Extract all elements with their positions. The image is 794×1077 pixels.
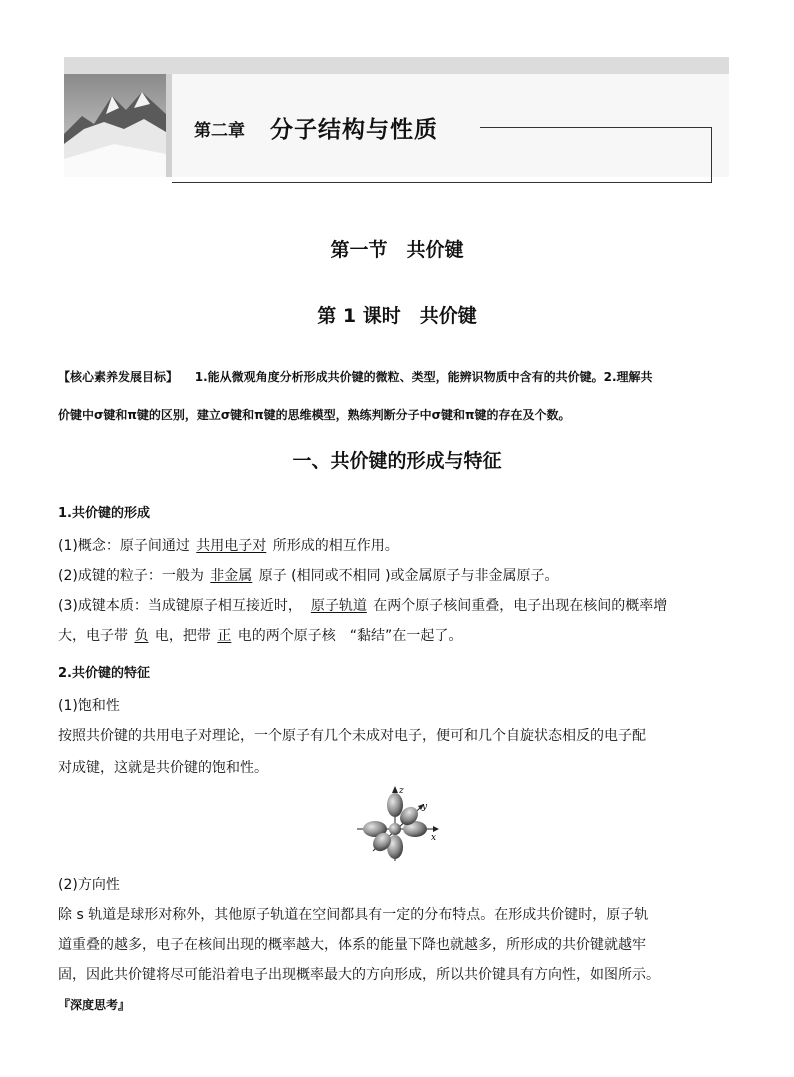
goals-line-1 <box>58 369 748 385</box>
direction-line-1: 除 s 轨道是球形对称外，其他原子轨道在空间都具有一定的分布特点。在形成共价键时，原子轨 <box>58 907 649 923</box>
goals-line-2: 价键中σ键和π键的区别，建立σ键和π键的思维模型，熟练判断分子中σ键和π键的存在及个数。 <box>58 408 571 422</box>
text: 所形成的相互作用。 <box>268 538 399 554</box>
heading-1: 一、共价键的形成与特征 <box>292 450 502 472</box>
part1-title: 1.共价键的形成 <box>58 506 150 521</box>
deep-think-label: 『深度思考』 <box>58 998 131 1012</box>
z-axis-label: z <box>399 786 404 796</box>
concept-line <box>58 537 399 555</box>
direction-title: (2)方向性 <box>58 877 120 893</box>
essence-line-2 <box>58 627 462 645</box>
saturation-title: (1)饱和性 <box>58 698 120 714</box>
goals-text: 1.能从微观角度分析形成共价键的微粒、类型，能辨识物质中含有的共价键。2.理解共 <box>194 370 653 384</box>
banner-body <box>172 74 729 177</box>
mountain-image <box>64 74 166 177</box>
x-axis-label: x <box>431 833 437 843</box>
text: 电，把带 <box>150 628 216 644</box>
text: (3)成键本质：当成键原子相互接近时， <box>58 598 309 614</box>
text: 原子 (相同或不相同 )或金属原子与非金属原子。 <box>254 568 559 584</box>
banner-frame-line <box>711 127 712 183</box>
answer-blank: 共用电子对 <box>196 538 267 554</box>
saturation-line-1: 按照共价键的共用电子对理论，一个原子有几个未成对电子，便可和几个自旋状态相反的电子配 <box>58 728 646 744</box>
answer-blank: 非金属 <box>210 568 253 584</box>
answer-blank: 原子轨道 <box>310 598 367 614</box>
chapter-title: 分子结构与性质 <box>270 117 438 143</box>
answer-blank: 正 <box>217 628 232 644</box>
y-axis-label: y <box>422 802 428 812</box>
banner-frame-line <box>480 127 712 128</box>
text: 大，电子带 <box>58 628 133 644</box>
part2-title: 2.共价键的特征 <box>58 666 150 681</box>
answer-blank: 负 <box>134 628 149 644</box>
section-title: 第一节 共价键 <box>330 239 464 261</box>
essence-line-1 <box>58 597 667 615</box>
saturation-line-2: 对成键，这就是共价键的饱和性。 <box>58 760 268 776</box>
particles-line <box>58 567 559 585</box>
lesson-title: 第 1 课时 共价键 <box>317 305 477 327</box>
banner-top-strip <box>64 57 729 74</box>
text: 在两个原子核间重叠，电子出现在核间的概率增 <box>368 598 668 614</box>
banner-frame-line <box>172 182 712 183</box>
p-orbital-figure <box>355 785 440 863</box>
goals-label: 【核心素养发展目标】 <box>58 370 179 384</box>
direction-line-3: 固，因此共价键将尽可能沿着电子出现概率最大的方向形成，所以共价键具有方向性，如图所示。 <box>58 967 660 983</box>
text: (2)成键的粒子：一般为 <box>58 568 209 584</box>
direction-line-2: 道重叠的越多，电子在核间出现的概率越大，体系的能量下降也就越多，所形成的共价键就越牢 <box>58 937 646 953</box>
text: 电的两个原子核 “黏结”在一起了。 <box>233 628 463 644</box>
chapter-number: 第二章 <box>194 121 245 141</box>
text: (1)概念：原子间通过 <box>58 538 195 554</box>
